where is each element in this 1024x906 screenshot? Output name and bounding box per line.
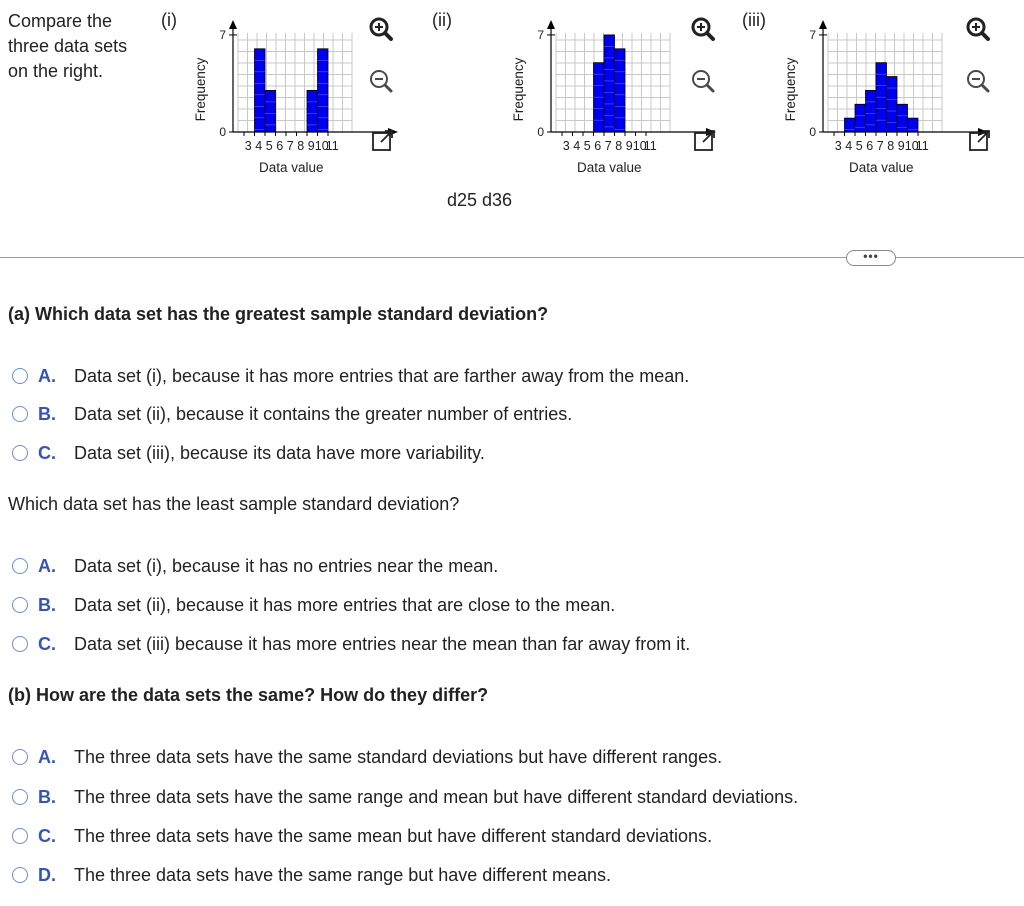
histogram-bar: [265, 90, 276, 132]
y-tick-label: 7: [219, 27, 226, 42]
option-text: Data set (i), because it has no entries near the mean.: [74, 555, 499, 576]
intro-line-3: on the right.: [8, 61, 104, 81]
x-tick-label: 6: [276, 139, 284, 153]
x-axis-label: Data value: [576, 160, 642, 175]
option-letter: C.: [38, 442, 56, 463]
popout-icon[interactable]: [370, 128, 396, 154]
y-tick-label: 0: [809, 125, 816, 139]
radio-icon[interactable]: [12, 828, 28, 844]
option-text: The three data sets have the same range but have different means.: [74, 864, 612, 885]
qa-option-c[interactable]: [12, 441, 485, 465]
x-tick-label: 3: [562, 139, 570, 153]
y-axis-arrow-icon: [547, 20, 555, 29]
option-letter: B.: [38, 594, 56, 615]
question-a2-prompt: Which data set has the least sample standard deviation?: [8, 494, 460, 514]
x-tick-label: 5: [583, 139, 591, 153]
histogram-bar: [255, 49, 266, 132]
y-tick-label: 7: [537, 27, 544, 42]
x-tick-label: 5: [855, 139, 863, 153]
option-text: Data set (ii), because it contains the greater number of entries.: [74, 403, 573, 424]
x-tick-label: 4: [845, 139, 853, 153]
y-axis-arrow-icon: [819, 20, 827, 29]
x-tick-label: 3: [834, 139, 842, 153]
y-axis-label: Frequency: [783, 57, 798, 122]
option-text: The three data sets have the same standard deviations but have different ranges.: [74, 746, 723, 767]
x-tick-label: 8: [297, 139, 305, 153]
intro-text: [8, 9, 158, 84]
radio-icon[interactable]: [12, 445, 28, 461]
option-letter: C.: [38, 825, 56, 846]
option-text: Data set (iii) because it has more entries near the mean than far away from it.: [74, 633, 691, 654]
zoom-in-icon[interactable]: [690, 16, 716, 42]
histogram-1-title: (i): [161, 10, 177, 30]
option-letter: A.: [38, 555, 56, 576]
histogram-bar: [897, 104, 908, 132]
y-axis-label: Frequency: [511, 57, 526, 122]
x-tick-label: 11: [915, 139, 929, 153]
zoom-out-icon[interactable]: [368, 68, 394, 94]
x-tick-label: 6: [866, 139, 874, 153]
y-axis-arrow-icon: [229, 20, 237, 29]
x-tick-label: 11: [643, 139, 657, 153]
radio-icon[interactable]: [12, 789, 28, 805]
qa-option-b[interactable]: [12, 402, 572, 426]
x-tick-label: 9: [625, 139, 633, 153]
x-tick-label: 3: [244, 139, 252, 153]
option-text: The three data sets have the same mean but have different standard deviations.: [74, 825, 713, 846]
x-tick-label: 9: [307, 139, 315, 153]
radio-icon[interactable]: [12, 368, 28, 384]
x-tick-label: 8: [615, 139, 623, 153]
histogram-2: [503, 10, 683, 180]
histogram-bar: [615, 49, 626, 132]
histogram-3-title: (iii): [742, 10, 766, 30]
option-letter: B.: [38, 403, 56, 424]
qa2-option-b[interactable]: [12, 593, 615, 617]
radio-icon[interactable]: [12, 636, 28, 652]
option-letter: A.: [38, 746, 56, 767]
popout-icon[interactable]: [967, 128, 993, 154]
y-tick-label: 7: [809, 27, 816, 42]
intro-line-1: Compare the: [8, 11, 113, 31]
x-tick-label: 10: [632, 139, 647, 153]
x-axis-label: Data value: [258, 160, 324, 175]
qb-option-c[interactable]: [12, 824, 712, 848]
x-tick-label: 6: [594, 139, 602, 153]
histogram-bar: [307, 90, 318, 132]
intro-line-2: three data sets: [8, 36, 128, 56]
radio-icon[interactable]: [12, 749, 28, 765]
x-tick-label: 8: [887, 139, 895, 153]
histogram-bar: [604, 35, 615, 132]
radio-icon[interactable]: [12, 597, 28, 613]
qb-option-b[interactable]: [12, 785, 798, 809]
option-text: Data set (ii), because it has more entries that are close to the mean.: [74, 594, 616, 615]
x-axis-label: Data value: [848, 160, 914, 175]
question-a-text: (a) Which data set has the greatest sample standard deviation?: [8, 304, 549, 324]
option-letter: D.: [38, 864, 56, 885]
histogram-1: [185, 10, 365, 180]
option-letter: A.: [38, 365, 56, 386]
x-tick-label: 5: [265, 139, 273, 153]
option-letter: B.: [38, 786, 56, 807]
y-tick-label: 0: [537, 125, 544, 139]
option-letter: C.: [38, 633, 56, 654]
y-axis-label: Frequency: [193, 57, 208, 122]
qa-option-a[interactable]: [12, 364, 689, 388]
option-text: Data set (i), because it has more entries that are farther away from the mean.: [74, 365, 690, 386]
radio-icon[interactable]: [12, 558, 28, 574]
y-tick-label: 0: [219, 125, 226, 139]
radio-icon[interactable]: [12, 406, 28, 422]
question-a-prompt: [8, 304, 548, 325]
question-b-text: (b) How are the data sets the same? How do they differ?: [8, 685, 489, 705]
histogram-2-title: (ii): [432, 10, 452, 30]
x-tick-label: 7: [876, 139, 884, 153]
x-tick-label: 11: [325, 139, 339, 153]
option-text: The three data sets have the same range and mean but have different standard deviations.: [74, 786, 799, 807]
zoom-out-icon[interactable]: [965, 68, 991, 94]
qa2-option-c[interactable]: [12, 632, 690, 656]
qb-option-d[interactable]: [12, 863, 611, 887]
popout-icon[interactable]: [692, 128, 718, 154]
x-tick-label: 9: [897, 139, 905, 153]
histogram-bar: [866, 90, 877, 132]
x-tick-label: 7: [286, 139, 294, 153]
zoom-out-icon[interactable]: [690, 68, 716, 94]
question-b-prompt: [8, 685, 488, 706]
image-id: d25 d36: [447, 190, 513, 210]
histogram-3: [775, 10, 955, 180]
histogram-bar: [887, 77, 898, 132]
x-tick-label: 10: [904, 139, 919, 153]
x-tick-label: 4: [255, 139, 263, 153]
x-tick-label: 10: [314, 139, 329, 153]
qa2-option-a[interactable]: [12, 554, 498, 578]
qb-option-a[interactable]: [12, 745, 722, 769]
histogram-bar: [855, 104, 866, 132]
radio-icon[interactable]: [12, 867, 28, 883]
zoom-in-icon[interactable]: [368, 16, 394, 42]
zoom-in-icon[interactable]: [965, 16, 991, 42]
histogram-bar: [318, 49, 329, 132]
option-text: Data set (iii), because its data have more variability.: [74, 442, 485, 463]
x-tick-label: 7: [604, 139, 612, 153]
x-tick-label: 4: [573, 139, 581, 153]
more-button[interactable]: •••: [846, 250, 896, 266]
